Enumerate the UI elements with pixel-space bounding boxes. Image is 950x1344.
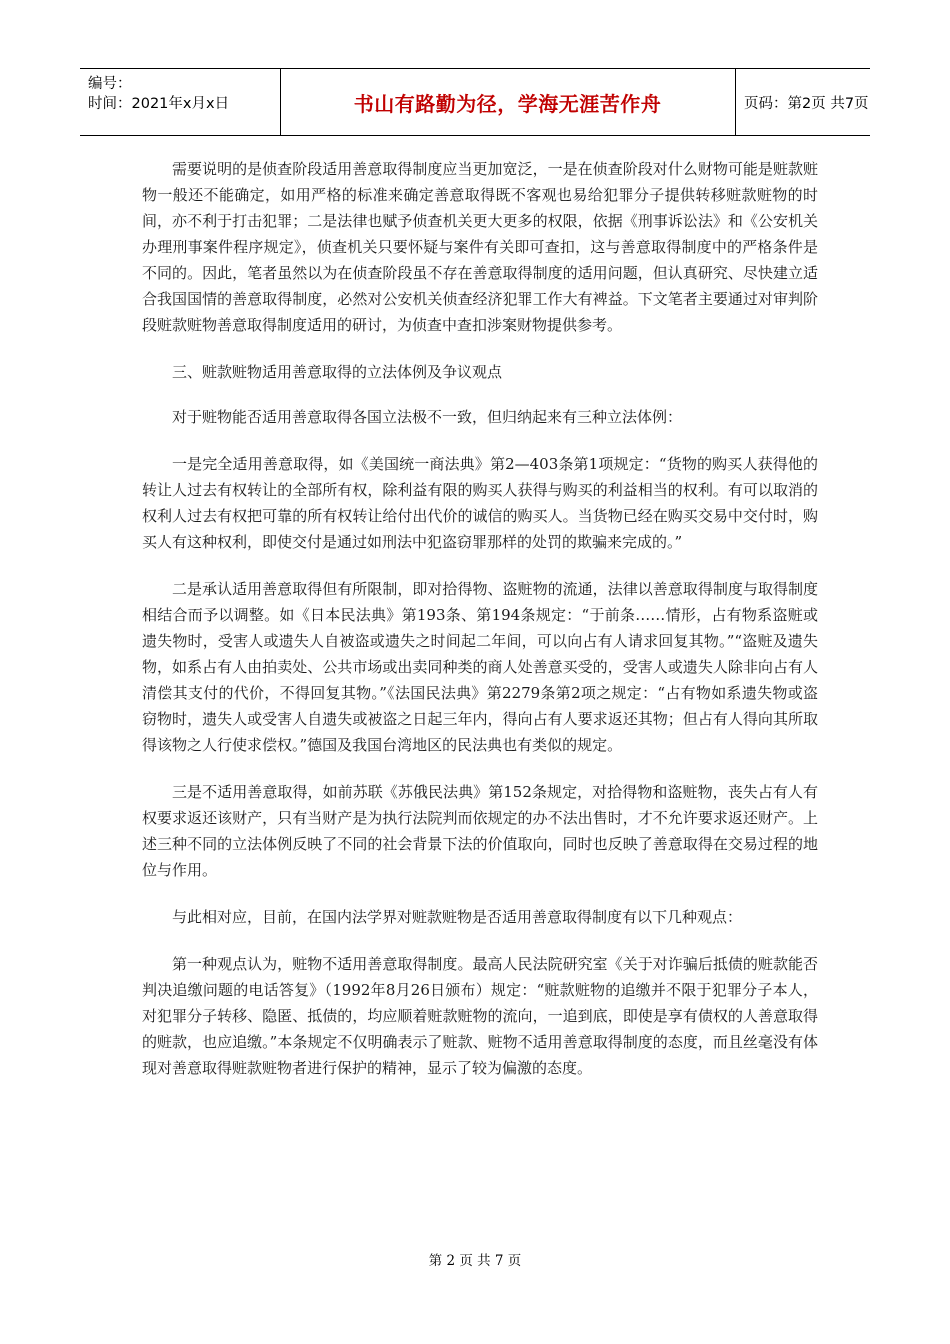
paragraph-legislative-intro: 对于赃物能否适用善意取得各国立法极不一致，但归纳起来有三种立法体例： xyxy=(172,408,683,426)
page-header xyxy=(80,68,870,136)
page-footer: 第 2 页 共 7 页 xyxy=(428,1253,522,1269)
paragraph-no-application: 三是不适用善意取得，如前苏联《苏俄民法典》第152条规定，对拾得物和盗赃物，丧失占有人有权要求返还该财产，只有当财产是为执行法院判而依规定的办不法出售时，才不允许要求返还财产。上述三种不同的立法体例反映了不同的社会背景下法的价值取向，同时也反映了善意取得在交易过程的地位与作用。 xyxy=(142,783,818,879)
header-page-number: 页码：第2页 共7页 xyxy=(744,95,869,112)
paragraph-full-application: 一是完全适用善意取得，如《美国统一商法典》第2—403条第1项规定：“货物的购买人获得他的转让人过去有权转让的全部所有权，除利益有限的购买人获得与购买的利益相当的权利。有可以取消的权利人过去有权把可靠的所有权转让给付出代价的诚信的购买人。当货物已经在购买交易中交付时，购买人有这种权利，即使交付是通过如刑法中犯盗窃罪那样的处罚的欺骗来完成的。” xyxy=(142,455,818,551)
header-motto: 书山有路勤为径，学海无涯苦作舟 xyxy=(353,91,662,116)
paragraph-limited-application: 二是承认适用善意取得但有所限制，即对拾得物、盗赃物的流通，法律以善意取得制度与取得制度相结合而予以调整。如《日本民法典》第193条、第194条规定：“于前条……情形，占有物系盗赃或遗失物时，受害人或遗失人自被盗或遗失之时间起二年间，可以向占有人请求回复其物。”“盗赃及遗失物，如系占有人由拍卖处、公共市场或出卖同种类的商人处善意买受的，受害人或遗失人除非向占有人清偿其支付的代价，不得回复其物。”《法国民法典》第2279条第2项之规定：“占有物如系遗失物或盗窃物时，遗失人或受害人自遗失或被盗之日起三年内，得向占有人要求返还其物；但占有人得向其所取得该物之人行使求偿权。”德国及我国台湾地区的民法典也有类似的规定。 xyxy=(142,580,818,754)
header-motto-cell xyxy=(280,69,736,135)
paragraph-first-view: 第一种观点认为，赃物不适用善意取得制度。最高人民法院研究室《关于对诈骗后抵债的赃款能否判决追缴问题的电话答复》（1992年8月26日颁布）规定：“赃款赃物的追缴并不限于犯罪分子本人，对犯罪分子转移、隐匿、抵债的，均应顺着赃款赃物的流向，一追到底，即使是享有债权的人善意取得的赃款，也应追缴。”本条规定不仅明确表示了赃款、赃物不适用善意取得制度的态度，而且丝毫没有体现对善意取得赃款赃物者进行保护的精神，显示了较为偏激的态度。 xyxy=(142,955,818,1077)
document-number-label: 编号： xyxy=(88,76,132,92)
document-date-label: 时间：2021年x月x日 xyxy=(88,96,230,112)
paragraph-domestic-views: 与此相对应，目前，在国内法学界对赃款赃物是否适用善意取得制度有以下几种观点： xyxy=(172,908,743,926)
section-heading-three: 三、赃款赃物适用善意取得的立法体例及争议观点 xyxy=(172,363,503,381)
document-body xyxy=(142,156,818,1102)
paragraph-investigation-stage: 需要说明的是侦查阶段适用善意取得制度应当更加宽泛，一是在侦查阶段对什么财物可能是赃款赃物一般还不能确定，如用严格的标准来确定善意取得既不客观也易给犯罪分子提供转移赃款赃物的时间，亦不利于打击犯罪；二是法律也赋予侦查机关更大更多的权限，依据《刑事诉讼法》和《公安机关办理刑事案件程序规定》，侦查机关只要怀疑与案件有关即可查扣，这与善意取得制度中的严格条件是不同的。因此，笔者虽然以为在侦查阶段虽不存在善意取得制度的适用问题，但认真研究、尽快建立适合我国国情的善意取得制度，必然对公安机关侦查经济犯罪工作大有裨益。下文笔者主要通过对审判阶段赃款赃物善意取得制度适用的研讨，为侦查中查扣涉案财物提供参考。 xyxy=(142,160,818,334)
header-meta-cell xyxy=(80,69,281,135)
header-page-cell xyxy=(735,69,870,135)
